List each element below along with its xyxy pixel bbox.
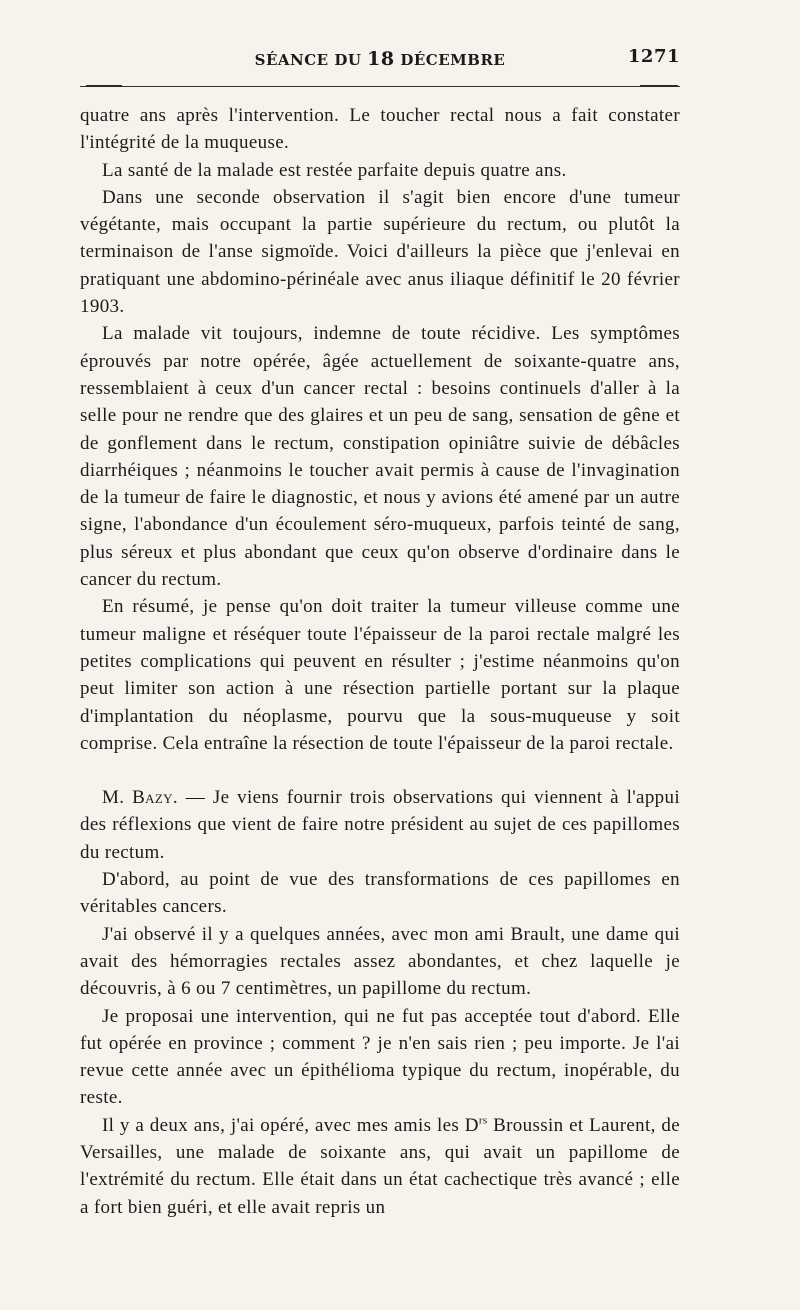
speaker-prefix: M.: [102, 787, 125, 809]
paragraph: Je proposai une intervention, qui ne fut pas acceptée tout d'abord. Elle fut opérée en province ; comment ? je n'en sais rien ; peu importe. Je l'ai revue cette année avec un épithélioma typique du rectum, inopérable, du reste.: [80, 1005, 680, 1109]
paragraph: La santé de la malade est restée parfaite depuis quatre ans.: [102, 159, 567, 181]
body-text: [80, 102, 680, 1221]
last-paragraph-end: Broussin et Laurent, de Versailles, une malade de soixante ans, qui avait un papillome de l'extrémité du rectum. Elle était dans un état cachectique très avancé ; elle a fort bien guéri, et elle avait repris un: [80, 1114, 680, 1218]
superscript: rs: [478, 1114, 488, 1127]
speaker-text: . — Je viens fournir trois observations qui viennent à l'appui des réflexions que vient de faire notre président au sujet de ces papillomes du rectum.: [80, 787, 680, 863]
speaker-paragraph: [80, 784, 680, 866]
running-title: [80, 48, 680, 70]
paragraph: J'ai observé il y a quelques années, avec mon ami Brault, une dame qui avait des hémorragies rectales assez abondantes, et chez laquelle je découvris, à 6 ou 7 centimètres, un papillome du rectum.: [80, 923, 680, 1000]
last-paragraph-start: Il y a deux ans, j'ai opéré, avec mes amis les D: [102, 1114, 479, 1136]
header-rule: [80, 86, 680, 87]
page-number: 1271: [627, 46, 680, 67]
running-title-day: 18: [367, 48, 395, 70]
paragraph: En résumé, je pense qu'on doit traiter la tumeur villeuse comme une tumeur maligne et réséquer toute l'épaisseur de la paroi rectale malgré les petites complications qui peuvent en résulter ; j'estime néanmoins qu'on peut limiter son action à une résection partielle portant sur la plaque d'implantation du néoplasme, pourvu que la sous-muqueuse y soit comprise. Cela entraîne la résection de toute l'épaisseur de la paroi rectale.: [80, 596, 680, 754]
running-title-suffix: DÉCEMBRE: [400, 51, 506, 69]
paragraph: quatre ans après l'intervention. Le toucher rectal nous a fait constater l'intégrité de la muqueuse.: [80, 105, 680, 154]
paragraph: La malade vit toujours, indemne de toute récidive. Les symptômes éprouvés par notre opérée, âgée actuellement de soixante-quatre ans, ressemblaient à ceux d'un cancer rectal : besoins continuels d'aller à la selle pour ne rendre que des glaires et un peu de sang, sensation de gêne et de gonflement dans le rectum, constipation opiniâtre suivie de débâcles diarrhéiques ; néanmoins le toucher avait permis à cause de l'invagination de la tumeur de faire le diagnostic, et nous y avions été amené par un autre signe, l'abondance d'un écoulement séro-muqueux, parfois teinté de sang, plus séreux et plus abondant que ceux qu'on observe d'ordinaire dans le cancer du rectum.: [80, 323, 680, 591]
page-header: [80, 48, 680, 76]
speaker-name: Bazy: [132, 787, 173, 809]
running-title-prefix: SÉANCE DU: [254, 51, 362, 69]
paragraph: [80, 1112, 680, 1221]
header-rule-accent-left: [86, 85, 122, 87]
paragraph: Dans une seconde observation il s'agit bien encore d'une tumeur végétante, mais occupant la partie supérieure du rectum, ou plutôt la terminaison de l'anse sigmoïde. Voici d'ailleurs la pièce que j'enlevai en pratiquant une abdomino-périnéale avec anus iliaque définitif le 20 février 1903.: [80, 186, 680, 318]
header-rule-accent-right: [640, 85, 678, 87]
paragraph: D'abord, au point de vue des transformations de ces papillomes en véritables cancers.: [80, 869, 680, 918]
